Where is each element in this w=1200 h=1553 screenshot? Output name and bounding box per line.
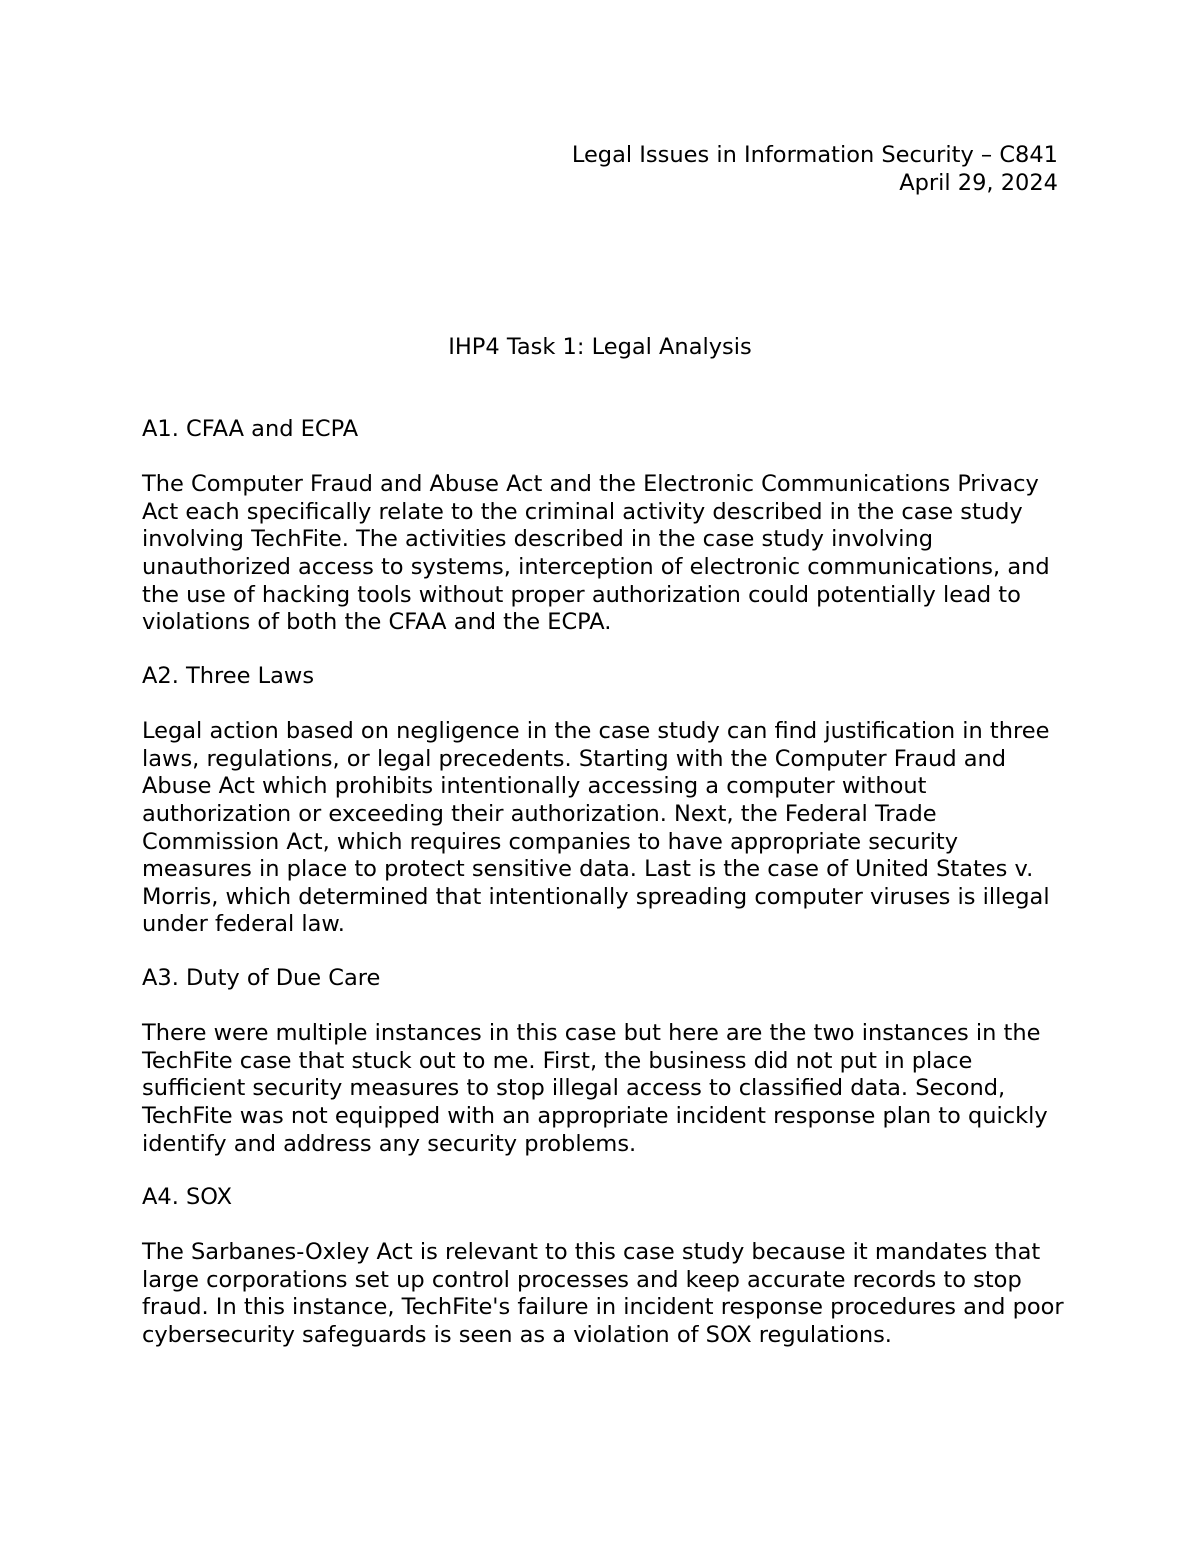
document-header: [572, 142, 1058, 197]
section-a2: [142, 663, 1072, 939]
course-name: Legal Issues in Information Security – C841: [571, 142, 1058, 168]
section-paragraph: The Computer Fraud and Abuse Act and the Electronic Communications Privacy Act each specifically relate to the criminal activity described in the case study involving TechFite. The activities described in the case study involving unauthorized access to systems, interception of electronic communications, and the use of hacking tools without proper authorization could potentially lead to violations of both the CFAA and the ECPA.: [142, 471, 1050, 636]
section-heading: A4. SOX: [142, 1184, 232, 1210]
document-date: April 29, 2024: [899, 169, 1058, 196]
section-paragraph: There were multiple instances in this case but here are the two instances in the TechFite case that stuck out to me. First, the business did not put in place sufficient security measures to stop illegal access to classified data. Second, TechFite was not equipped with an appropriate incident response plan to quickly identify and address any security problems.: [142, 1020, 1048, 1157]
document-title: IHP4 Task 1: Legal Analysis: [448, 334, 752, 360]
section-a3: [142, 965, 1072, 1158]
section-paragraph: Legal action based on negligence in the case study can find justification in three laws, regulations, or legal precedents. Starting with the Computer Fraud and Abuse Act which prohibits intentionally accessing a computer without authorization or exceeding their authorization. Next, the Federal Trade Commission Act, which requires companies to have appropriate security measures in place to protect sensitive data. Last is the case of United States v. Morris, which determined that intentionally spreading computer viruses is illegal under federal law.: [142, 718, 1050, 938]
section-a4: [142, 1184, 1072, 1350]
section-heading: A2. Three Laws: [142, 663, 315, 689]
section-heading: A1. CFAA and ECPA: [142, 416, 359, 442]
section-a1: [142, 416, 1072, 637]
section-paragraph: The Sarbanes-Oxley Act is relevant to this case study because it mandates that large corporations set up control processes and keep accurate records to stop fraud. In this instance, TechFite's failure in incident response procedures and poor cybersecurity safeguards is seen as a violation of SOX regulations.: [142, 1239, 1064, 1348]
section-heading: A3. Duty of Due Care: [142, 965, 381, 991]
